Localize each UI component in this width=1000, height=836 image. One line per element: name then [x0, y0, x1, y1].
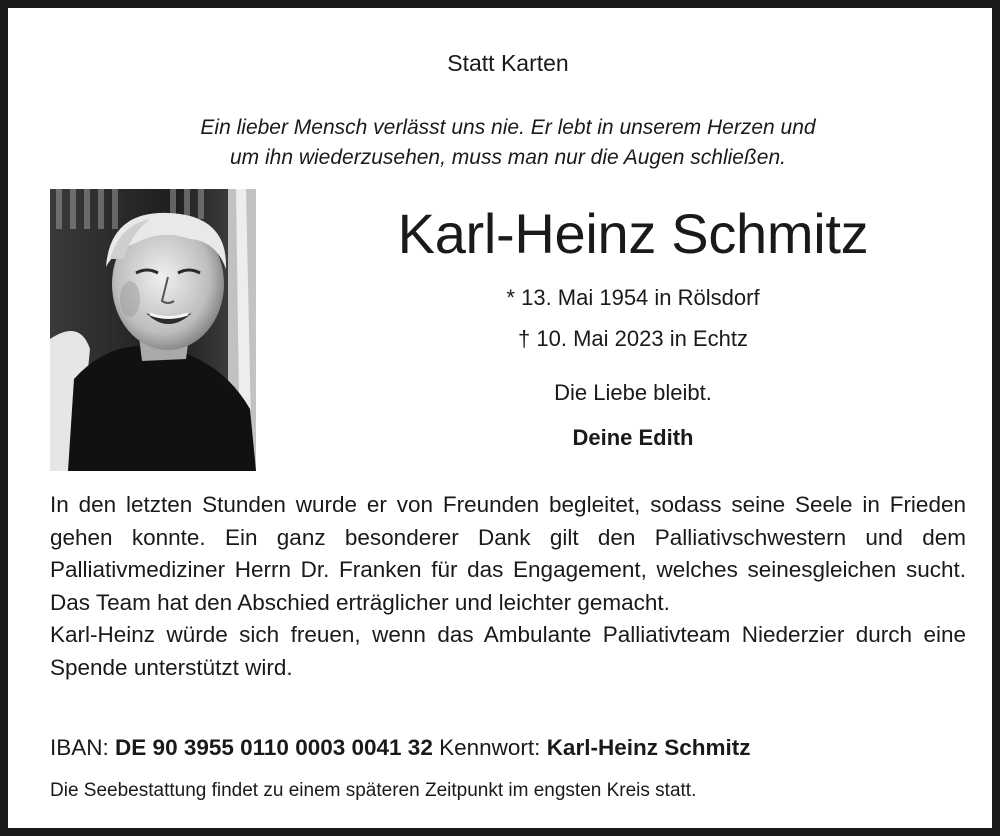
body-paragraph-1: In den letzten Stunden wurde er von Freunden begleitet, sodass seine Seele in Frieden gehen konnte. Ein ganz besonderer Dank gilt den Palliativschwestern und dem Palliativmediziner Herrn Dr. Franken für das Engagement, welches seinesgleichen sucht. Das Team hat den Abschied erträglicher und leichter gemacht.: [50, 492, 966, 615]
keyword-label: Kennwort:: [439, 735, 541, 760]
signature: Deine Edith: [572, 425, 694, 450]
body-paragraph-2: Karl-Heinz würde sich freuen, wenn das Ambulante Palliativteam Niederzier durch eine Spende unterstützt wird.: [50, 622, 966, 680]
deceased-name: Karl-Heinz Schmitz: [397, 202, 869, 265]
quote-line-1: Ein lieber Mensch verlässt uns nie. Er lebt in unserem Herzen und: [200, 116, 816, 139]
donation-line: [50, 735, 750, 761]
keyword-value: Karl-Heinz Schmitz: [546, 735, 751, 760]
body-text: [50, 489, 966, 684]
iban-number: DE 90 3955 0110 0003 0041 32: [115, 735, 433, 760]
iban-label: IBAN:: [50, 735, 109, 760]
birth-date: * 13. Mai 1954 in Rölsdorf: [506, 285, 760, 310]
header-text: Statt Karten: [447, 50, 569, 76]
death-date: † 10. Mai 2023 in Echtz: [518, 326, 748, 351]
quote-line-2: um ihn wiederzusehen, muss man nur die Augen schließen.: [229, 146, 787, 169]
portrait-photo: [50, 189, 256, 471]
closing-line: Die Liebe bleibt.: [554, 380, 712, 405]
footer-note: Die Seebestattung findet zu einem späteren Zeitpunkt im engsten Kreis statt.: [50, 780, 697, 801]
